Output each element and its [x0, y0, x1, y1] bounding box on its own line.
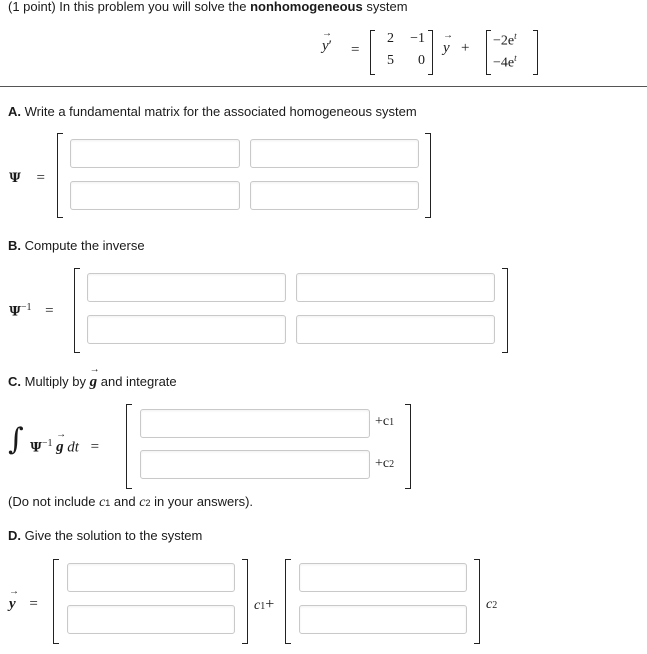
- integral-entry-1[interactable]: [140, 409, 370, 438]
- note-text: (Do not include c1 and c2 in your answers).: [8, 494, 254, 510]
- integral-integrand: $\Psi^{-1}$ → g dt =: [30, 429, 100, 456]
- solution-c1-bracket-left: [53, 559, 59, 644]
- matrix-a11: 2: [387, 31, 394, 46]
- matrix-a12: −1: [410, 31, 425, 46]
- matrix-a22: 0: [418, 53, 425, 68]
- solution-c1-bracket-right: [242, 559, 248, 644]
- forcing-bottom: $-4e^t$: [493, 53, 517, 71]
- psi-entry-11[interactable]: [70, 139, 240, 168]
- divider: [0, 86, 647, 87]
- system-y-prime: → y′: [322, 28, 332, 54]
- integral-c1: +c1: [375, 414, 395, 429]
- part-b-heading: B. Compute the inverse: [8, 238, 145, 253]
- psi-inverse-entry-12[interactable]: [296, 273, 495, 302]
- psi-inverse-bracket-left: [74, 268, 80, 353]
- forcing-bracket-right: [533, 30, 538, 75]
- solution-c2-entry-1[interactable]: [299, 563, 467, 592]
- solution-c2-entry-2[interactable]: [299, 605, 467, 634]
- psi-entry-22[interactable]: [250, 181, 419, 210]
- solution-c2-coefficient: c2: [486, 597, 498, 612]
- system-y-vector: → y: [443, 30, 453, 56]
- integral-entry-2[interactable]: [140, 450, 370, 479]
- forcing-bracket-left: [486, 30, 491, 75]
- psi-inverse-entry-21[interactable]: [87, 315, 286, 344]
- forcing-top: $-2e^t$: [493, 31, 517, 49]
- solution-c1-entry-1[interactable]: [67, 563, 235, 592]
- system-plus: +: [461, 40, 470, 56]
- part-d-heading: D. Give the solution to the system: [8, 528, 203, 543]
- system-equals: =: [351, 42, 360, 58]
- integral-symbol: ∫: [8, 422, 24, 457]
- psi-bracket-left: [57, 133, 63, 218]
- intro-text: (1 point) In this problem you will solve the: [8, 0, 251, 14]
- problem-intro: [8, 0, 408, 14]
- part-c-heading: C. Multiply by → g and integrate: [8, 364, 177, 390]
- psi-inverse-bracket-right: [502, 268, 508, 353]
- psi-inverse-entry-22[interactable]: [296, 315, 495, 344]
- integral-c2: +c2: [375, 456, 395, 471]
- solution-c1-coefficient: c1+: [254, 596, 275, 613]
- intro-bold: nonhomogeneous: [250, 0, 363, 14]
- matrix-bracket-right: [428, 30, 433, 75]
- psi-inverse-entry-11[interactable]: [87, 273, 286, 302]
- intro-suffix: system: [362, 0, 408, 14]
- psi-entry-12[interactable]: [250, 139, 419, 168]
- psi-label: Ψ =: [9, 170, 45, 186]
- solution-y-label: → y =: [9, 586, 38, 612]
- part-a-heading: A. Write a fundamental matrix for the associated homogeneous system: [8, 104, 417, 119]
- integral-bracket-left: [126, 404, 132, 489]
- psi-entry-21[interactable]: [70, 181, 240, 210]
- matrix-a21: 5: [387, 53, 394, 68]
- integral-bracket-right: [405, 404, 411, 489]
- solution-c1-entry-2[interactable]: [67, 605, 235, 634]
- solution-c2-bracket-left: [285, 559, 291, 644]
- psi-inverse-label: $\Psi^{-1}$ =: [9, 302, 54, 320]
- solution-c2-bracket-right: [474, 559, 480, 644]
- psi-bracket-right: [425, 133, 431, 218]
